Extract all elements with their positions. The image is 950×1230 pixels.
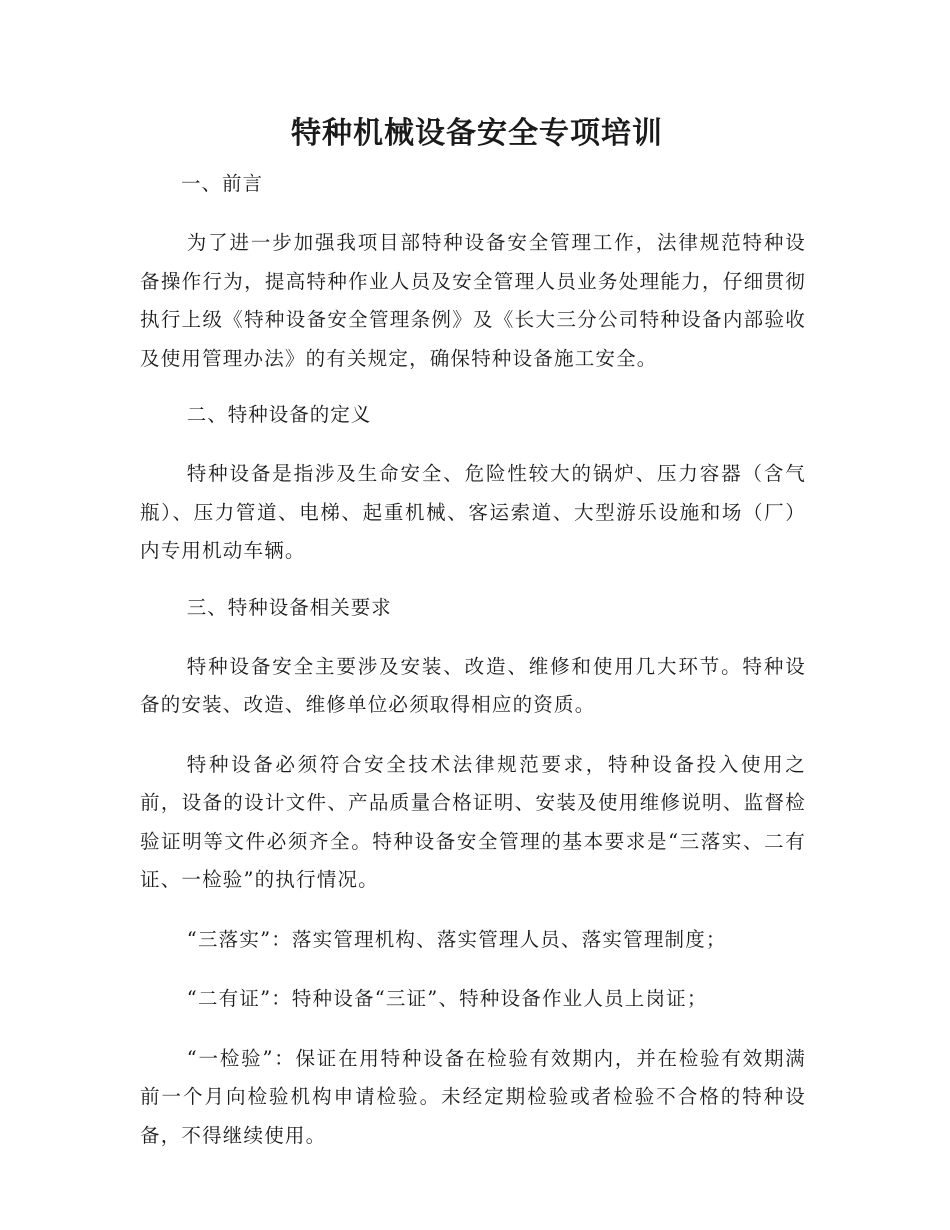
paragraph-preface: 为了进一步加强我项目部特种设备安全管理工作，法律规范特种设备操作行为，提高特种作业人员及安全管理人员业务处理能力，仔细贯彻执行上级《特种设备安全管理条例》及《长大三分公司特种设备内部验收及使用管理办法》的有关规定，确保特种设备施工安全。 — [140, 231, 806, 370]
paragraph-two-certificates: “二有证”：特种设备“三证”、特种设备作业人员上岗证； — [186, 987, 708, 1010]
paragraph-one-inspection: “一检验”：保证在用特种设备在检验有效期内，并在检验有效期满前一个月向检验机构申请检验。未经定期检验或者检验不合格的特种设备，不得继续使用。 — [140, 1046, 806, 1147]
document-title: 特种机械设备安全专项培训 — [291, 116, 663, 151]
paragraph-three-implementations: “三落实”：落实管理机构、落实管理人员、落实管理制度； — [186, 927, 727, 951]
paragraph-definition: 特种设备是指涉及生命安全、危险性较大的锅炉、压力容器（含气瓶）、压力管道、电梯、起重机械、客运索道、大型游乐设施和场（厂）内专用机动车辆。 — [140, 462, 806, 562]
paragraph-requirements-basic: 特种设备必须符合安全技术法律规范要求，特种设备投入使用之前，设备的设计文件、产品质量合格证明、安装及使用维修说明、监督检验证明等文件必须齐全。特种设备安全管理的基本要求是“三落实、二有证、一检验”的执行情况。 — [140, 752, 806, 891]
section-heading-requirements: 三、特种设备相关要求 — [186, 595, 392, 619]
paragraph-requirements-scope: 特种设备安全主要涉及安装、改造、维修和使用几大环节。特种设备的安装、改造、维修单位必须取得相应的资质。 — [140, 654, 806, 716]
section-heading-definition: 二、特种设备的定义 — [186, 403, 372, 426]
document-page — [140, 108, 806, 1176]
section-heading-preface: 一、前言 — [180, 172, 263, 195]
